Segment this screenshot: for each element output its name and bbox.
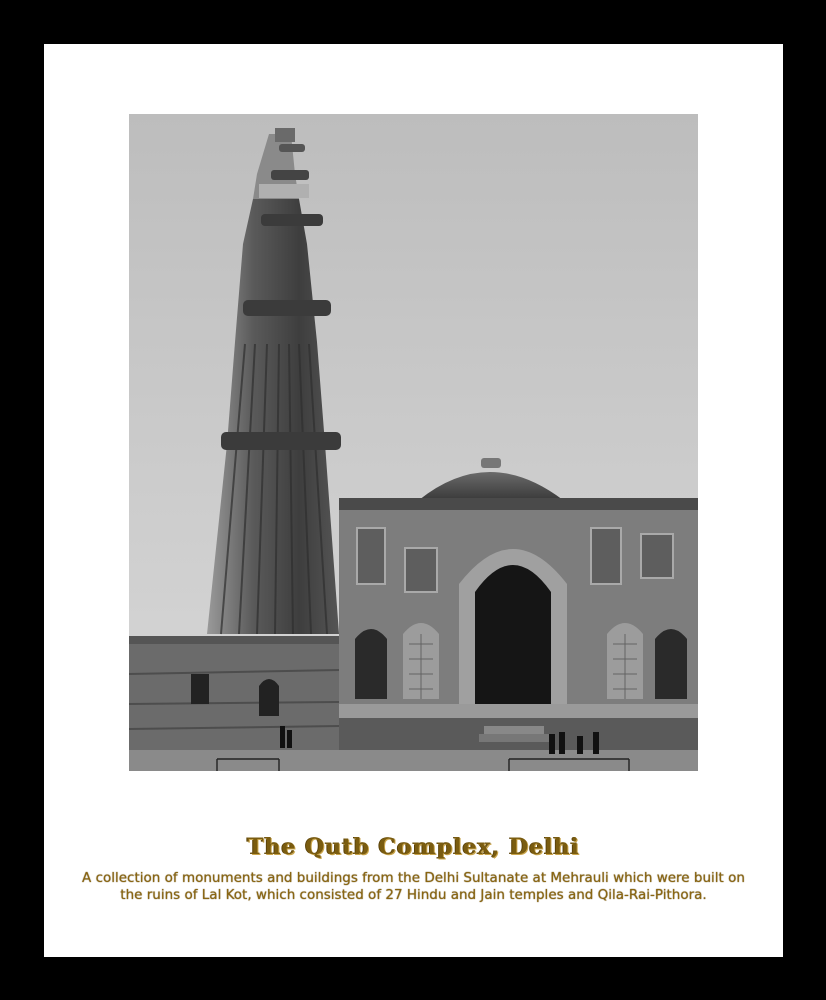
white-mat (44, 44, 783, 957)
caption-title: The Qutb Complex, Delhi (247, 834, 580, 860)
caption-description: A collection of monuments and buildings from the Delhi Sultanate at Mehrauli which were built on the ruins of Lal Kot, which consisted of 27 Hindu and Jain temples and Qila-Rai-Pithora. (82, 870, 745, 903)
rubble-wall (129, 636, 339, 756)
qutb-complex-photo (129, 114, 698, 771)
alai-darwaza-gate (339, 458, 698, 750)
